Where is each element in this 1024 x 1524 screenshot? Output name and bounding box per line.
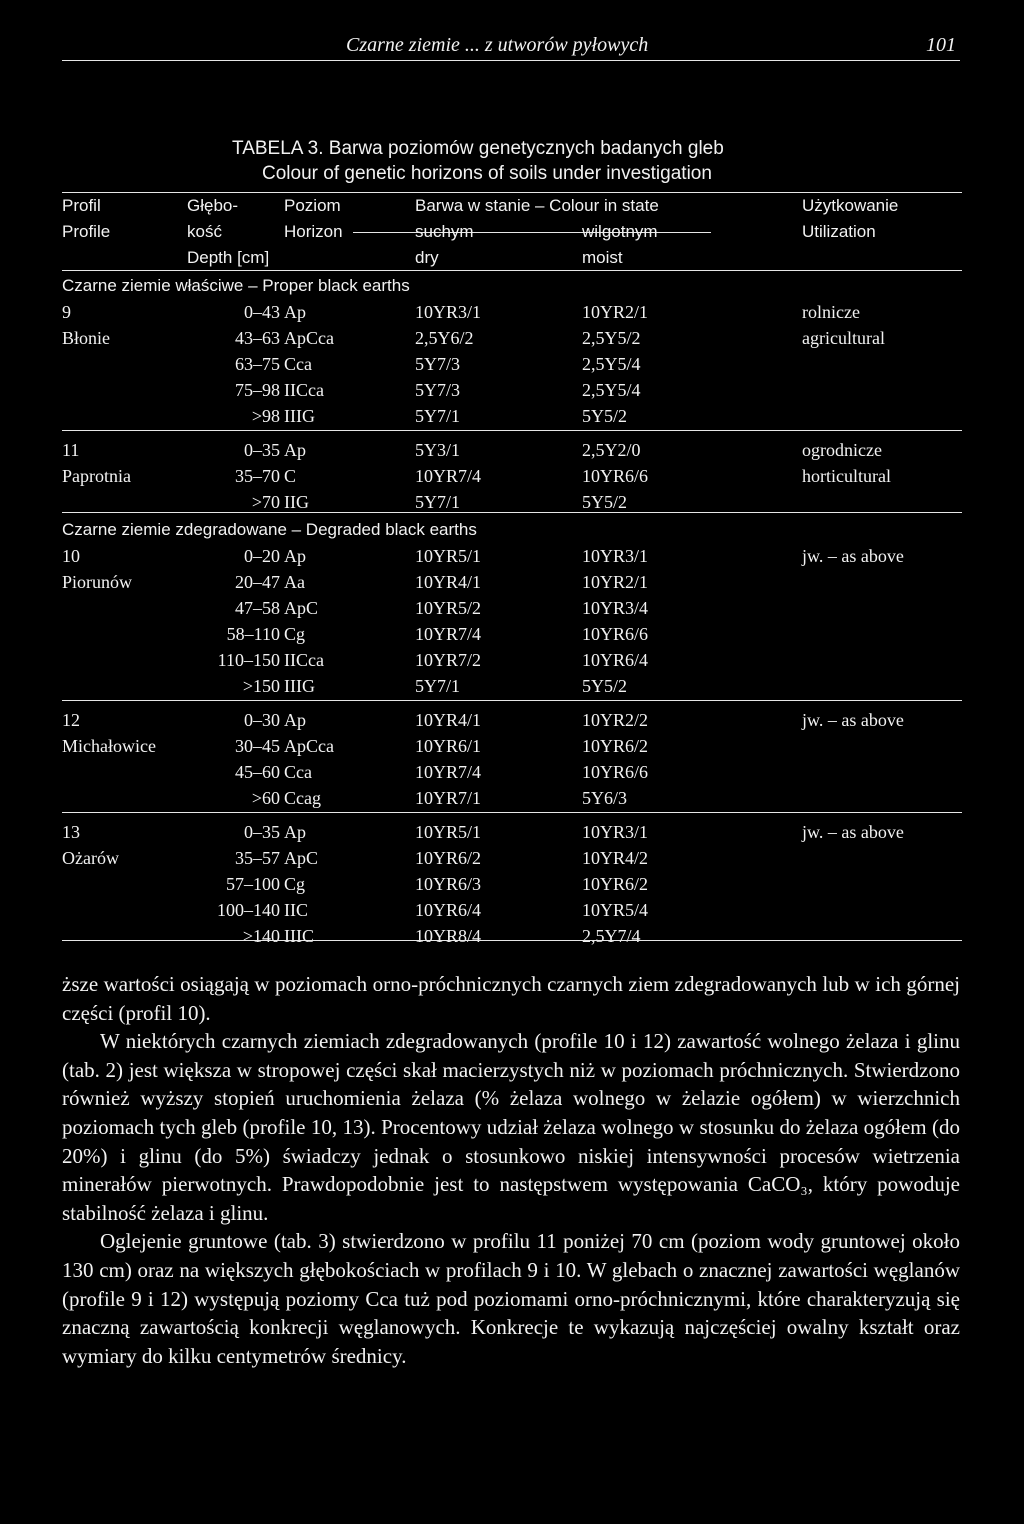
cell-colour-dry: 5Y7/3 (415, 380, 460, 400)
table-row (62, 351, 962, 377)
cell-utilization: agricultural (802, 328, 885, 348)
cell-profile: Błonie (62, 328, 110, 348)
cell-colour-moist: 10YR6/6 (582, 762, 649, 782)
header-depth-en: Depth [cm] (187, 248, 270, 267)
cell-depth: >60 (251, 788, 280, 808)
cell-colour-dry: 10YR4/1 (415, 710, 482, 730)
cell-colour-moist: 10YR3/1 (582, 546, 649, 566)
cell-colour-moist: 2,5Y7/4 (582, 926, 641, 946)
cell-colour-moist: 5Y6/3 (582, 788, 627, 808)
cell-utilization: rolnicze (802, 302, 860, 322)
cell-horizon: Ap (284, 710, 306, 730)
cell-depth: 35–57 (235, 848, 280, 868)
cell-horizon: ApC (284, 848, 319, 868)
cell-profile: Paprotnia (62, 466, 131, 486)
table-row (62, 871, 962, 897)
cell-colour-dry: 10YR5/1 (415, 822, 482, 842)
table-row (62, 673, 962, 699)
table-row (62, 463, 962, 489)
cell-horizon: Ap (284, 546, 306, 566)
page-number: 101 (926, 34, 956, 56)
cell-colour-moist: 10YR6/6 (582, 466, 649, 486)
cell-horizon: IICca (284, 650, 324, 670)
cell-colour-dry: 10YR7/4 (415, 466, 482, 486)
cell-profile: Ożarów (62, 848, 119, 868)
cell-horizon: IICca (284, 380, 324, 400)
cell-colour-moist: 10YR5/4 (582, 900, 649, 920)
table-row (62, 759, 962, 785)
group-divider (62, 812, 962, 813)
cell-depth: 45–60 (235, 762, 280, 782)
table-row (62, 299, 962, 325)
cell-utilization: jw. – as above (802, 822, 904, 842)
cell-colour-moist: 10YR2/1 (582, 572, 649, 592)
cell-colour-moist: 10YR6/2 (582, 874, 649, 894)
cell-depth: 57–100 (226, 874, 280, 894)
cell-depth: 58–110 (226, 624, 280, 644)
cell-depth: 0–20 (244, 546, 280, 566)
cell-colour-dry: 10YR6/1 (415, 736, 482, 756)
cell-profile: Michałowice (62, 736, 156, 756)
table-row (62, 621, 962, 647)
cell-utilization: horticultural (802, 466, 891, 486)
table-row (62, 595, 962, 621)
table-row (62, 897, 962, 923)
cell-depth: 100–140 (217, 900, 280, 920)
table-row (62, 569, 962, 595)
section-label-degraded: Czarne ziemie zdegradowane – Degraded black earths (62, 520, 477, 539)
cell-profile: 11 (62, 440, 80, 460)
cell-horizon: Ccag (284, 788, 321, 808)
cell-colour-moist: 10YR4/2 (582, 848, 649, 868)
cell-depth: >98 (251, 406, 280, 426)
cell-colour-moist: 10YR2/2 (582, 710, 649, 730)
table-header-row-3 (62, 245, 962, 271)
cell-horizon: Cca (284, 762, 312, 782)
cell-colour-dry: 10YR6/4 (415, 900, 482, 920)
cell-depth: 0–30 (244, 710, 280, 730)
cell-colour-dry: 10YR5/2 (415, 598, 482, 618)
cell-depth: 0–35 (244, 440, 280, 460)
table-row (62, 923, 962, 949)
cell-colour-dry: 10YR4/1 (415, 572, 482, 592)
table-row (62, 325, 962, 351)
cell-colour-moist: 10YR6/6 (582, 624, 649, 644)
cell-colour-moist: 2,5Y2/0 (582, 440, 641, 460)
cell-colour-dry: 2,5Y6/2 (415, 328, 474, 348)
cell-horizon: IIIG (284, 676, 315, 696)
cell-colour-dry: 5Y7/1 (415, 406, 460, 426)
section-label-proper: Czarne ziemie właściwe – Proper black earths (62, 276, 410, 295)
cell-horizon: C (284, 466, 297, 486)
cell-colour-dry: 5Y7/1 (415, 676, 460, 696)
cell-depth: 0–43 (244, 302, 280, 322)
cell-colour-moist: 10YR3/4 (582, 598, 649, 618)
cell-depth: 20–47 (235, 572, 280, 592)
group-divider (62, 700, 962, 701)
header-horizon-en: Horizon (284, 222, 343, 241)
cell-horizon: Ap (284, 302, 306, 322)
cell-colour-dry: 10YR3/1 (415, 302, 482, 322)
table-row (62, 785, 962, 811)
cell-horizon: ApCca (284, 328, 334, 348)
cell-utilization: jw. – as above (802, 546, 904, 566)
cell-depth: 35–70 (235, 466, 280, 486)
cell-depth: >140 (242, 926, 280, 946)
running-header (62, 32, 960, 61)
table-row (62, 845, 962, 871)
header-horizon-pl: Poziom (284, 196, 341, 215)
cell-colour-dry: 10YR7/2 (415, 650, 482, 670)
cell-depth: 30–45 (235, 736, 280, 756)
cell-horizon: ApC (284, 598, 319, 618)
cell-colour-moist: 10YR3/1 (582, 822, 649, 842)
header-dry-en: dry (415, 248, 439, 267)
cell-horizon: IIG (284, 492, 309, 512)
table-header-row-2 (62, 219, 962, 245)
cell-depth: 75–98 (235, 380, 280, 400)
cell-depth: 63–75 (235, 354, 280, 374)
cell-colour-dry: 10YR8/4 (415, 926, 482, 946)
header-depth-pl-2: kość (187, 222, 222, 241)
table-bottom-rule (62, 940, 962, 941)
header-use-pl: Użytkowanie (802, 196, 899, 215)
cell-profile: 12 (62, 710, 80, 730)
header-dry-pl: suchym (415, 222, 474, 241)
cell-horizon: Cg (284, 624, 306, 644)
body-text (62, 970, 960, 1370)
cell-colour-moist: 5Y5/2 (582, 406, 627, 426)
cell-horizon: IIIG (284, 406, 315, 426)
cell-horizon: Ap (284, 440, 306, 460)
header-moist-en: moist (582, 248, 623, 267)
table-caption-pl: TABELA 3. Barwa poziomów genetycznych badanych gleb (232, 138, 724, 159)
cell-depth: 0–35 (244, 822, 280, 842)
table-header-row-1 (62, 193, 962, 219)
cell-colour-dry: 10YR7/1 (415, 788, 482, 808)
cell-colour-dry: 5Y7/3 (415, 354, 460, 374)
cell-depth: >150 (242, 676, 280, 696)
cell-colour-moist: 2,5Y5/4 (582, 354, 641, 374)
cell-colour-moist: 2,5Y5/2 (582, 328, 641, 348)
cell-colour-dry: 10YR6/3 (415, 874, 482, 894)
paragraph-3: Oglejenie gruntowe (tab. 3) stwierdzono w profilu 11 poniżej 70 cm (poziom wody gruntowej około 130 cm) oraz na większych głębokościach w profilach 9 i 10. W glebach o znacznej zawartości węglanów (profile 9 i 12) występują poziomy Cca tuż pod poziomami orno-próchnicznymi, które charakteryzują się znaczną zawartością konkrecji węglanowych. Konkrecje te wykazują najczęściej owalny kształt oraz wymiary do kilku centymetrów średnicy. (62, 1229, 960, 1368)
cell-colour-dry: 10YR7/4 (415, 762, 482, 782)
cell-profile: 13 (62, 822, 80, 842)
cell-colour-moist: 2,5Y5/4 (582, 380, 641, 400)
header-profile-pl: Profil (62, 196, 101, 215)
cell-depth: 47–58 (235, 598, 280, 618)
header-moist-pl: wilgotnym (582, 222, 658, 241)
cell-colour-moist: 10YR6/4 (582, 650, 649, 670)
cell-horizon: IIC (284, 900, 308, 920)
cell-profile: 10 (62, 546, 80, 566)
cell-colour-moist: 5Y5/2 (582, 492, 627, 512)
cell-profile: 9 (62, 302, 71, 322)
table-row (62, 647, 962, 673)
cell-utilization: jw. – as above (802, 710, 904, 730)
cell-horizon: Ap (284, 822, 306, 842)
cell-colour-dry: 10YR7/4 (415, 624, 482, 644)
cell-depth: 110–150 (217, 650, 280, 670)
cell-horizon: Cca (284, 354, 312, 374)
table-caption-en: Colour of genetic horizons of soils under investigation (262, 163, 712, 184)
cell-colour-dry: 5Y3/1 (415, 440, 460, 460)
cell-depth: >70 (251, 492, 280, 512)
cell-horizon: Cg (284, 874, 306, 894)
cell-colour-moist: 10YR2/1 (582, 302, 649, 322)
cell-profile: Piorunów (62, 572, 133, 592)
cell-horizon: IIIC (284, 926, 314, 946)
cell-colour-dry: 5Y7/1 (415, 492, 460, 512)
cell-utilization: ogrodnicze (802, 440, 882, 460)
header-profile-en: Profile (62, 222, 111, 241)
header-depth-pl-1: Głębo- (187, 196, 239, 215)
table-row (62, 733, 962, 759)
paragraph-2: W niektórych czarnych ziemiach zdegradowanych (profile 10 i 12) zawartość wolnego żelaza i glinu (tab. 2) jest większa w stropowej części skał macierzystych niż w poziomach próchnicznych. Stwierdzono również wyższy stopień uruchomienia żelaza (% żelaza wolnego w żelazie ogółem) w wierzchnich poziomach tych gleb (profile 10, 13). Procentowy udział żelaza wolnego w stosunku do żelaza ogółem (do 20%) i glinu (do 5%) świadczy jednak o stosunkowo niskiej intensywności procesów wietrzenia minerałów pierwotnych. Prawdopodobnie jest to następstwem występowania CaCO₃, który powoduje stabilność żelaza i glinu. (62, 1029, 960, 1225)
cell-colour-dry: 10YR5/1 (415, 546, 482, 566)
table-row (62, 707, 962, 733)
group-divider (62, 430, 962, 431)
cell-horizon: Aa (284, 572, 305, 592)
cell-horizon: ApCca (284, 736, 334, 756)
cell-colour-moist: 5Y5/2 (582, 676, 627, 696)
group-divider (62, 512, 962, 513)
header-colour-group: Barwa w stanie – Colour in state (415, 196, 659, 215)
table-row (62, 377, 962, 403)
cell-depth: 43–63 (235, 328, 280, 348)
header-use-en: Utilization (802, 222, 876, 241)
table-row (62, 819, 962, 845)
running-title: Czarne ziemie ... z utworów pyłowych (346, 34, 649, 56)
cell-colour-moist: 10YR6/2 (582, 736, 649, 756)
header-bottom-rule (62, 270, 962, 271)
table-row (62, 543, 962, 569)
cell-colour-dry: 10YR6/2 (415, 848, 482, 868)
table-row (62, 437, 962, 463)
paragraph-1: ższe wartości osiągają w poziomach orno-próchnicznych czarnych ziem zdegradowanych lub w ich górnej części (profil 10). (62, 972, 960, 1025)
table-row (62, 403, 962, 429)
